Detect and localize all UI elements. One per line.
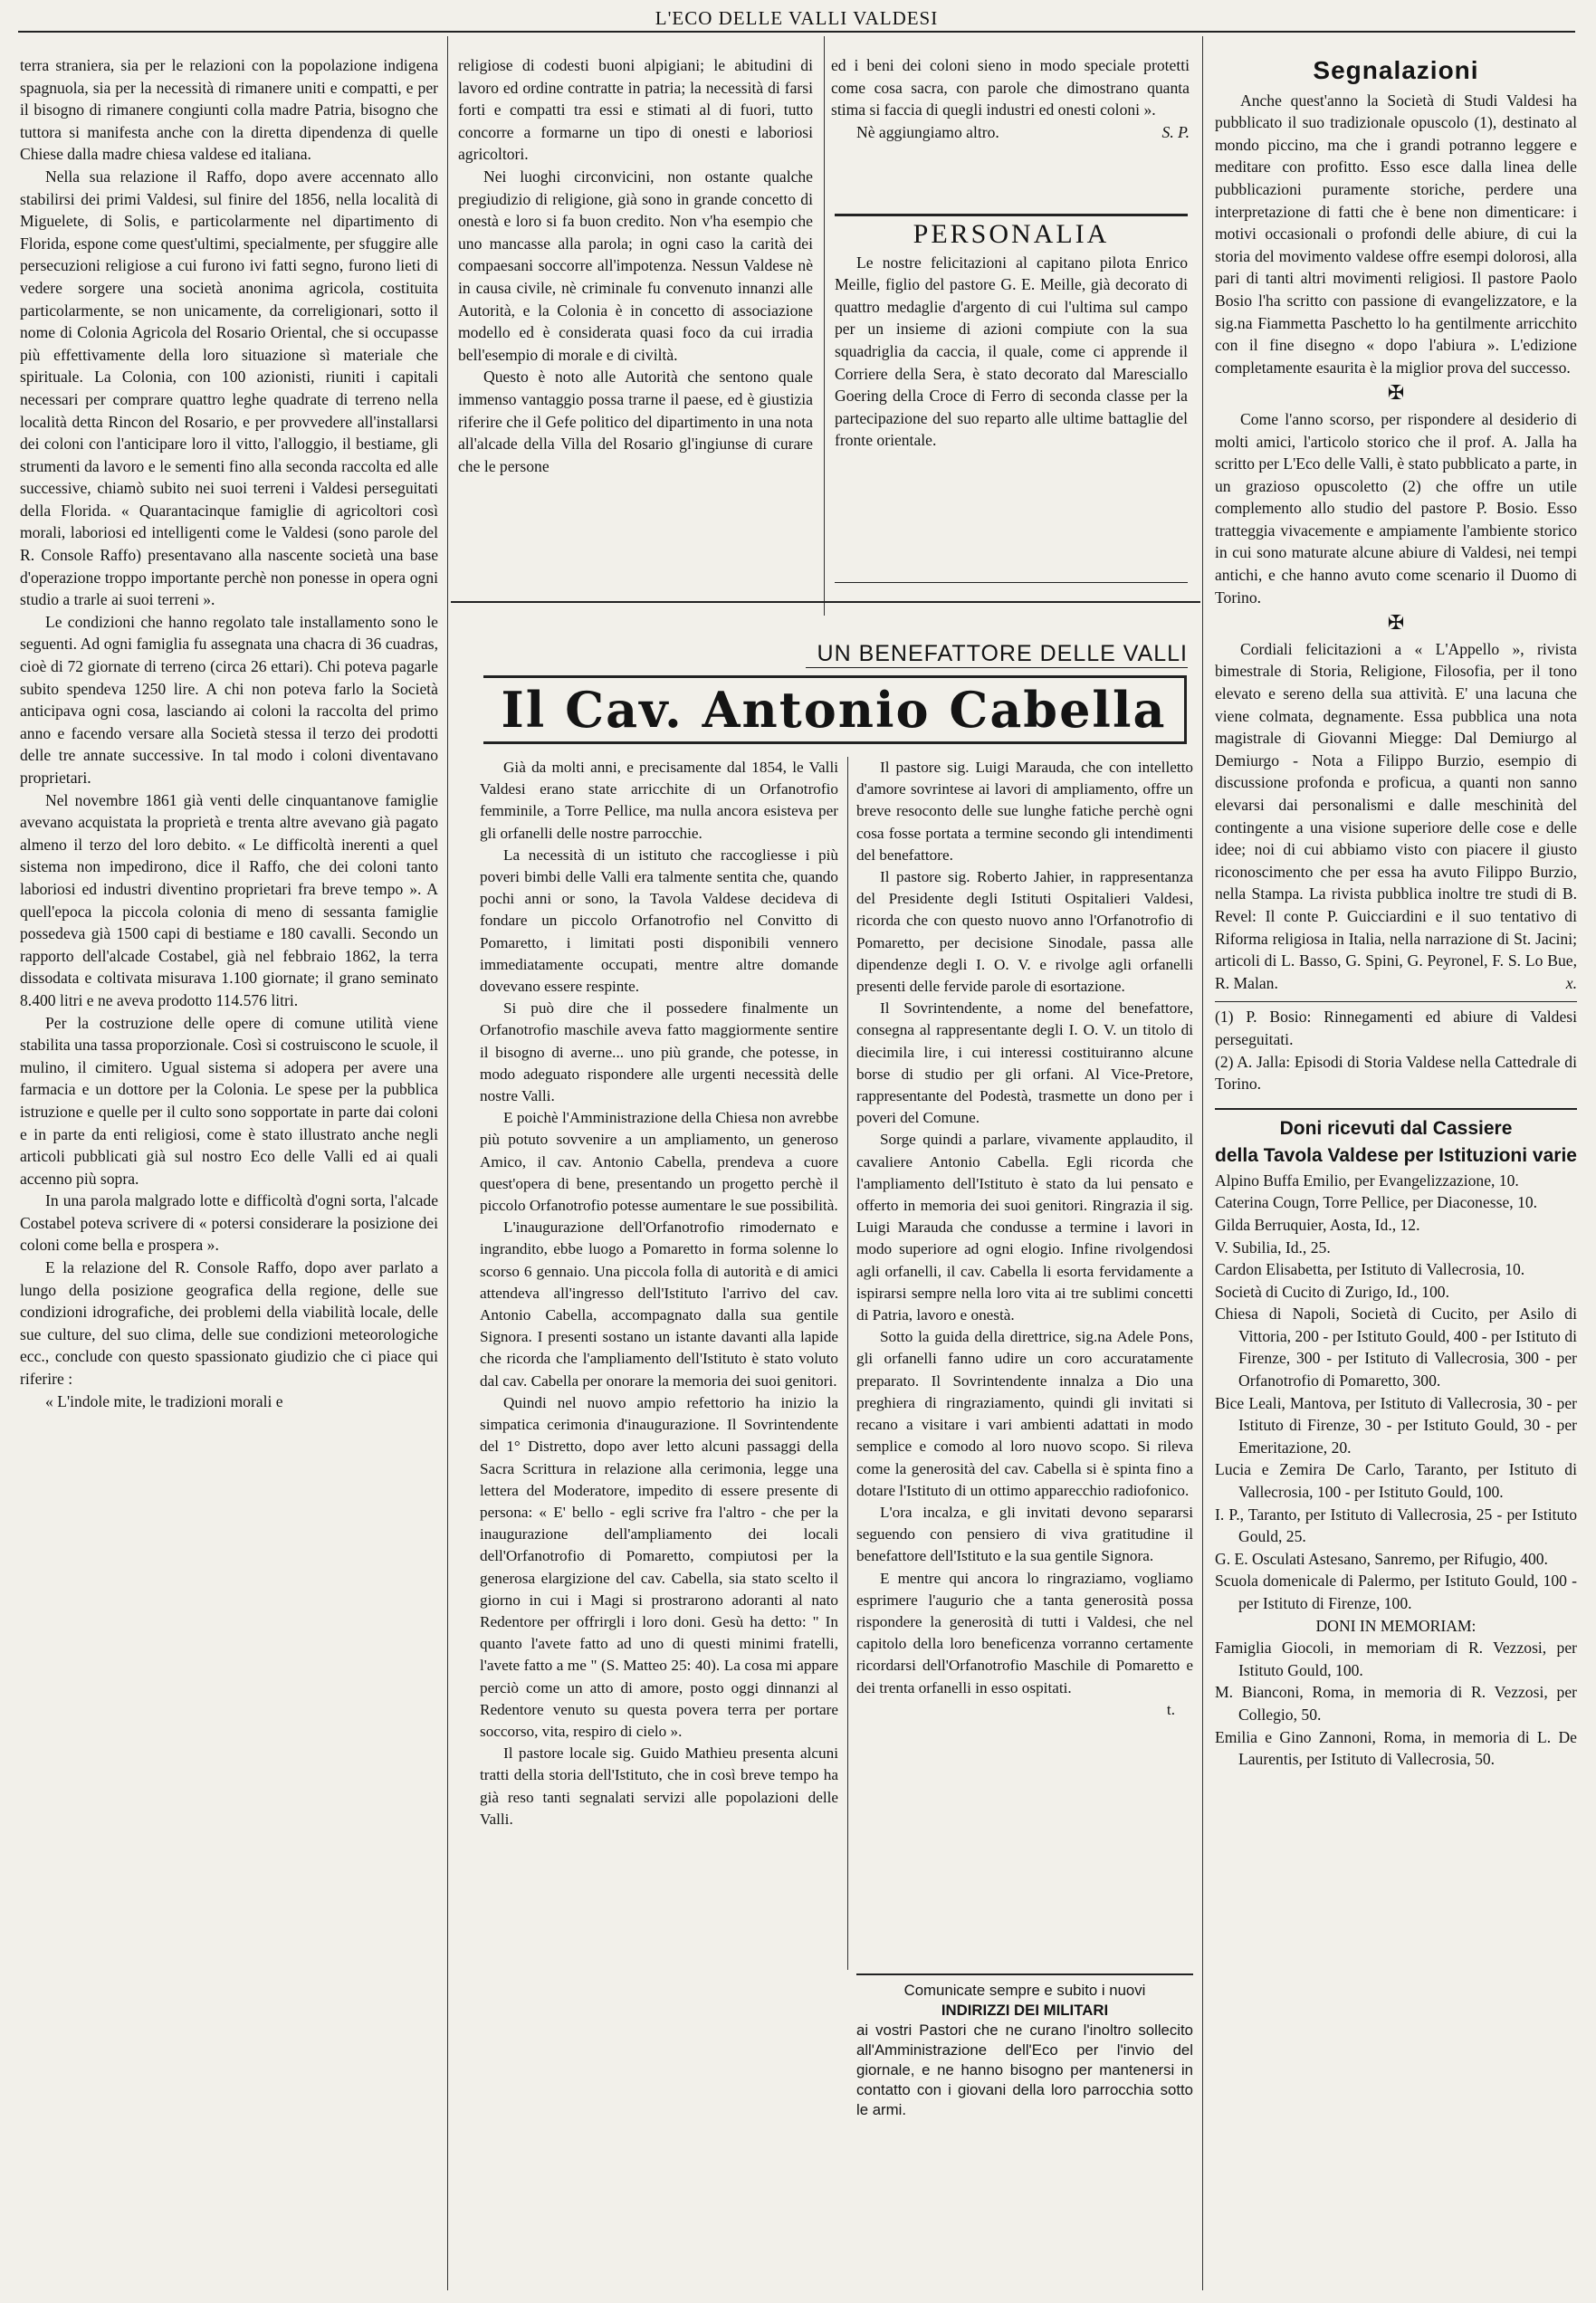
memoriam-item: M. Bianconi, Roma, in memoria di R. Vezzosi, per Collegio, 50.	[1215, 1683, 1577, 1724]
column-rule	[824, 36, 825, 616]
closing-text: Nè aggiungiamo altro.	[856, 122, 999, 141]
paragraph: ed i beni dei coloni sieno in modo speciale protetti come cosa sacra, con parole che dimostrano quanta stima si faccia di quegli industri ed onesti coloni ».	[831, 56, 1190, 119]
footnotes	[1215, 1001, 1577, 1094]
paragraph: Come l'anno scorso, per rispondere al desiderio di molti amici, l'articolo storico che il prof. A. Jalla ha scritto per L'Eco delle Valli, è stato pubblicato a parte, in un grazioso opuscoletto (2) che offre un utile complemento allo studio del pastore P. Bosio. Esso tratteggia vivacemente e ampiamente l'ambiente storico in cui sono maturate alcune abiure di Valdesi, nei tempi antichi, e che hanno avuto come scenario il Duomo di Torino.	[1215, 409, 1577, 607]
notice-heading: INDIRIZZI DEI MILITARI	[941, 2002, 1109, 2019]
paragraph: Nei luoghi circonvicini, non ostante qualche pregiudizio di religione, già sono in grande concetto di onestà e loro si fa buon credito. Non v'ha esempio che uno mancasse alla parola; in ogni caso la carità dei compaesani soccorre all'impotenza. Nessun Valdese nè in causa civile, nè criminale fu convenuto innanzi alle Autorità, e la Colonia è in concetto di associazione modello ed è considerata quasi foco da cui irradia bell'esempio di morale e di civiltà.	[458, 167, 813, 364]
doni-title-line: della Tavola Valdese per Istituzioni varie	[1215, 1144, 1577, 1166]
donation-item: Bice Leali, Mantova, per Istituto di Vallecrosia, 30 - per Istituto di Firenze, 30 - per Istituto Gould, 30 - per Emeritazione, 20.	[1215, 1393, 1577, 1457]
personalia-text: Le nostre felicitazioni al capitano pilota Enrico Meille, figlio del pastore G. E. Meille, già decorato di quattro medaglie d'argento di cui l'ultima sul campo per un insieme di azioni compiute con la sua squadriglia da caccia, il quale, come ci apprende il Corriere della Sera, è stato decorato dal Maresciallo Goering della Croce di Ferro di seconda classe per la partecipazione del suo reparto alle ultime battaglie del fronte orientale.	[835, 253, 1188, 450]
footnote: (1) P. Bosio: Rinnegamenti ed abiure di Valdesi perseguitati.	[1215, 1008, 1577, 1048]
doni-title-line: Doni ricevuti dal Cassiere	[1279, 1117, 1513, 1139]
donation-item: Gilda Berruquier, Aosta, Id., 12.	[1215, 1215, 1420, 1234]
article-headline: Il Cav. Antonio Cabella	[483, 675, 1187, 744]
column-rule	[1202, 36, 1203, 2290]
paragraph: La necessità di un istituto che raccogliesse i più poveri bimbi delle Valli era talmente sentita che, quando pochi anni or sono, la Tavola Valdese decideva di fondare un piccolo Orfanotrofio nel Convitto di Pomaretto, i limitati posti disponibili vennero immediatamente occupati, mentre altre domande dovevano essere respinte.	[480, 846, 838, 996]
masthead: L'ECO DELLE VALLI VALDESI	[18, 5, 1575, 33]
paragraph: In una parola malgrado lotte e difficoltà d'ogni sorta, l'alcade Costabel poteva scrivere di « potersi considerare la posizione dei coloni come bella e prospera ».	[20, 1191, 438, 1255]
paragraph: E poichè l'Amministrazione della Chiesa non avrebbe più potuto sovvenire a un ampliamento, un generoso Amico, il cav. Antonio Cabella, prendeva a cuore quest'opera di bene, presentando un progetto perchè il piccolo Orfanotrofio potesse aumentare le sue possibilità.	[480, 1109, 838, 1215]
paragraph: Sorge quindi a parlare, vivamente applaudito, il cavaliere Antonio Cabella. Egli ricorda che l'ampliamento dell'Istituto è stato da lui pensato e offerto in memoria dei suoi genitori. Ringrazia il sig. Luigi Marauda che condusse a termine i lavori in modo superiore ad ogni elogio. Infine rivolgendosi agli orfanelli, il cav. Cabella li esorta fervidamente a ispirarsi sempre nella loro vita ai tre sublimi concetti di Patria, lavoro e onestà.	[856, 1131, 1193, 1324]
paragraph: Le condizioni che hanno regolato tale installamento sono le seguenti. Ad ogni famiglia fu assegnata una chacra di 36 cuadras, cioè di 72 giornate di terreno (circa 26 ettari). Chi poteva pagarle subito spendeva 1250 lire. A chi non poteva farlo la Società anticipava ogni cosa, lasciando ai coloni la raccolta del primo anno e facendo versare alla Società stessa il terzo dei prodotti delle tre annate successive. In tal modo i coloni diventavano proprietari.	[20, 612, 438, 787]
paragraph-text: Cordiali felicitazioni a « L'Appello », rivista bimestrale di Storia, Religione, Filosofia, per il tono elevato e sereno della sua attività. E' una lacuna che viene colmata, degnamente. Essa pubblica una nota magistrale di Giovanni Miegge: Dal Demiurgo al Demiurgo - Nota a Filippo Burzio, esempio di discussione profonda e proficua, a quanti non sanno elevarsi dai personalismi e dalle meschinità del contingente a una visione superiore delle cose e delle idee; noi di cui abbiamo visto con piacere il giusto riconoscimento che per essa ha avuto Filippo Burzio, nella Stampa. La rivista pubblica inoltre tre studi di B. Revel: Il conte P. Guicciardini e il suo tentativo di Riforma religiosa in Italia, nella narrazione di St. Jacini; articoli di L. Basso, G. Spini, G. Peyronel, F. S. Lo Bue, R. Malan.	[1215, 639, 1577, 992]
donation-item: I. P., Taranto, per Istituto di Vallecrosia, 25 - per Istituto Gould, 25.	[1215, 1505, 1577, 1546]
paragraph: Per la costruzione delle opere di comune utilità viene stabilita una tassa proporzionale. Così si costruiscono le scuole, il mulino, il cimitero. Ugual sistema si adopera per avere una farmacia e un dottore per la Colonia. Le spese per la pubblica istruzione e quelle per il culto sono sopportate in parte dai coloni e in parte da enti religiosi, come è stato illustrato anche negli articoli pubblicati già sul nostro Eco delle Valli ed ai quali accenno più sopra.	[20, 1013, 438, 1188]
paragraph: Già da molti anni, e precisamente dal 1854, le Valli Valdesi erano state arricchite di un Orfanotrofio femminile, a Torre Pellice, ma nulla ancora esisteva per gli orfanelli delle nostre parrocchie.	[480, 759, 838, 842]
article-signature: t.	[1166, 1700, 1175, 1718]
article-column-right	[856, 757, 1193, 1961]
donation-item: V. Subilia, Id., 25.	[1215, 1238, 1331, 1257]
cross-separator-icon: ✠	[1387, 381, 1405, 405]
paragraph: Questo è noto alle Autorità che sentono quale immenso vantaggio possa trarne il paese, ed è giustizia riferire che il Gefe politico del dipartimento in una nota all'alcade della Villa del Rosario gl'ingiunse di curare che le persone	[458, 368, 813, 475]
notice-intro: Comunicate sempre e subito i nuovi	[903, 1982, 1146, 1999]
donation-item: Caterina Cougn, Torre Pellice, per Diaconesse, 10.	[1215, 1193, 1538, 1212]
paragraph: Quindi nel nuovo ampio refettorio ha inizio la simpatica cerimonia d'inaugurazione. Il Sovrintendente del 1° Distretto, dopo aver letto alcuni passaggi della Sacra Scrittura in relazione alla cerimonia, legge una lettera del Moderatore, impedito di essere presente di persona: « E' bello - egli scrive fra l'altro - che per la inaugurazione dell'ampliamento dei locali dell'Orfanotrofio di Pomaretto, compiutosi per la generosa elargizione del cav. Cabella, sia stato scelto il giorno in cui i Magi si prostrarono adoranti al nato Redentore per offrirgli i loro doni. Gesù ha detto: " In quanto l'avete fatto ad uno di questi minimi fratelli, l'avete fatto a me " (S. Matteo 25: 40). La cosa mi appare perciò come un atto di amore, posto oggi dinnanzi al Redentore venuto su questa povera terra per portare soccorso, vita, respiro di cielo ».	[480, 1393, 838, 1740]
paragraph: E mentre qui ancora lo ringraziamo, vogliamo esprimere l'augurio che a tanta generosità possa rispondere la generosità di tutti i Valdesi, che nel capitolo della loro beneficenza vorranno certamente ricordarsi dell'Orfanotrofio Maschile di Pomaretto e dei trenta orfanelli in esso ospitati.	[856, 1569, 1193, 1696]
paragraph	[831, 121, 1190, 144]
doni-title	[1215, 1108, 1577, 1170]
segnalazioni-title: Segnalazioni	[1313, 56, 1479, 84]
cross-separator-icon: ✠	[1387, 611, 1405, 635]
paragraph: Sotto la guida della direttrice, sig.na Adele Pons, gli orfanelli fanno udire un coro accuratamente preparato. Il Sovrintendente innalza a Dio una preghiera di ringraziamento, quindi gli invitati si recano a visitare i vari ambienti adattati in modo semplice e comodo al loro nuovo scopo. Si rileva come la generosità del cav. Cabella si è spinta fino a dotare l'Istituto di un ottimo apparecchio radiofonico.	[856, 1328, 1193, 1499]
article-continuation-column	[20, 54, 438, 2281]
donation-item: G. E. Osculati Astesano, Sanremo, per Rifugio, 400.	[1215, 1549, 1548, 1568]
segnalazioni-column	[1215, 54, 1577, 2281]
donation-item: Cardon Elisabetta, per Istituto di Vallecrosia, 10.	[1215, 1260, 1525, 1279]
paragraph: L'inaugurazione dell'Orfanotrofio rimodernato e ingrandito, ebbe luogo a Pomaretto in forma solenne lo scorso 6 gennaio. Una piccola folla di autorità e di amici attendeva all'ingresso dell'Istituto l'arrivo del cav. Antonio Cabella, accompagnato dalla sua gentile Signora. I presenti sostano un istante davanti alla lapide che ricorda che l'ampliamento dell'Istituto è stato voluto dal cav. Cabella per onorare la memoria dei suoi genitori.	[480, 1218, 838, 1390]
donation-item: Scuola domenicale di Palermo, per Istituto Gould, 100 - per Istituto di Firenze, 100.	[1215, 1572, 1577, 1612]
military-addresses-notice	[856, 1973, 1193, 2220]
paragraph: L'ora incalza, e gli invitati devono separarsi seguendo con pensiero di viva gratitudine il benefattore dell'Istituto e la sua gentile Signora.	[856, 1503, 1193, 1565]
paragraph: terra straniera, sia per le relazioni con la popolazione indigena spagnuola, sia per la necessità di rimanere uniti e compatti, e per il bisogno di rimanere congiunti colla madre Patria, bisogno che tuttora si manifesta anche con la diretta dipendenza di quelle Chiese dalla madre chiesa valdese ed italiana.	[20, 56, 438, 164]
donation-item: Lucia e Zemira De Carlo, Taranto, per Istituto di Vallecrosia, 100 - per Istituto Gould, 100.	[1215, 1460, 1577, 1502]
personalia-title: PERSONALIA	[913, 219, 1110, 249]
article-continuation-column-2	[458, 54, 813, 614]
donation-item: Alpino Buffa Emilio, per Evangelizzazione, 10.	[1215, 1171, 1519, 1190]
article-kicker: UN BENEFATTORE DELLE VALLI	[806, 641, 1188, 668]
donation-item: Chiesa di Napoli, Società di Cucito, per Asilo di Vittoria, 200 - per Istituto Gould, 400 - per Istituto di Firenze, 300 - per Istituto di Vallecrosia, 300 - per Orfanotrofio di Pomaretto, 300.	[1215, 1304, 1577, 1390]
paragraph	[1215, 638, 1577, 995]
memoriam-item: Emilia e Gino Zannoni, Roma, in memoria di L. De Laurentis, per Istituto di Vallecrosia, 50.	[1215, 1727, 1577, 1769]
article-column-left	[480, 757, 838, 2241]
footnote: (2) A. Jalla: Episodi di Storia Valdese nella Cattedrale di Torino.	[1215, 1052, 1577, 1094]
author-signature: x.	[1565, 973, 1577, 992]
paragraph: Il pastore sig. Roberto Jahier, in rappresentanza del Presidente degli Istituti Ospitalieri Valdesi, ricorda che con questo nuovo anno l'Orfanotrofio di Pomaretto, per decisione Sinodale, passa alle dipendenze degli I. O. V. e rivolge agli orfanelli presenti delle fervide parole di esortazione.	[856, 868, 1193, 996]
article-continuation-column-3	[831, 54, 1190, 208]
paragraph: Nel novembre 1861 già venti delle cinquantanove famiglie avevano acquistata la proprietà e trenta altre avevano già pagato almeno il terzo del loro debito. « Le difficoltà inerenti a quel sistema non impedirono, dice il Raffo, che dei coloni tanto laboriosi ed industri diventino proprietari fra breve tempo ». A quell'epoca la piccola colonia di meno di sessanta famiglie possedeva già 1500 capi di bestiame e 180 cavalli. Secondo un rapporto dell'alcade Costabel, già nel febbraio 1862, la terra dissodata e coltivata misurava 1.100 giornate; il grano seminato 8.400 litri e ne aveva prodotto 114.576 litri.	[20, 790, 438, 1009]
author-signature: S. P.	[1161, 122, 1190, 141]
memoriam-title: DONI IN MEMORIAM:	[1315, 1616, 1477, 1635]
paragraph: Si può dire che il possedere finalmente un Orfanotrofio maschile aveva fatto maggiormente sentire il bisogno di averne... uno più grande, che potesse, in modo adeguato rispondere alle urgenti necessità delle nostre Valli.	[480, 999, 838, 1105]
paragraph: Il Sovrintendente, a nome del benefattore, consegna al rappresentante degli I. O. V. un titolo di diecimila lire, i cui interessi costituiranno alcune borse di studio per gli orfani. Al Vice-Pretore, rappresentante del Podestà, trasmette un dono per i poveri del Comune.	[856, 999, 1193, 1127]
paragraph: religiose di codesti buoni alpigiani; le abitudini di lavoro ed ordine contratte in patria; la necessità di farsi forti e compatti tra essi e stimati al di fuori, tutto concorre a formarne un tipo di onesti e laboriosi agricoltori.	[458, 56, 813, 164]
paragraph: Il pastore sig. Luigi Marauda, che con intelletto d'amore sovrintese ai lavori di ampliamento, offre un breve resoconto delle sue lunghe fatiche perchè ogni cosa fosse portata a termine secondo gli intendimenti del benefattore.	[856, 759, 1193, 864]
column-rule	[447, 36, 448, 2290]
paragraph: Nella sua relazione il Raffo, dopo avere accennato allo stabilirsi dei primi Valdesi, sul finire del 1856, nella località di Miguelete, di Solis, e particolarmente nel dipartimento di Florida, espone come quest'ultimi, specialmente, per sfuggire alle persecuzioni religiose a cui furono ivi fatti segno, furono lieti di vedere sorgere una società anonima agricola, costituita particolarmente, se non unicamente, da correligionari, sotto il nome di Colonia Agricola del Rosario Oriental, che si occupasse più effettivamente della loro situazione sì materiale che spirituale. La Colonia, con 100 azionisti, riuniti i capitali necessari per comprare quattro leghe quadrate di terreno nella località detta Rincon del Rosario, e per provvedere all'installarsi dei coloni con l'anticipare loro il vitto, l'alloggio, il bestiame, gli strumenti da lavoro e le sementi fino alla seconda raccolta ed alle successive, chiamò subito nei suoi terreni i Valdesi perseguitati della Florida. « Quarantacinque famiglie di agricoltori così morali, laboriosi ed intelligenti come le Valdesi (sono parole del R. Console Raffo) presentavano alla nascente società una base d'operazione troppo importante perchè non ponesse in opera ogni studio a trarle ai suoi terreni ».	[20, 167, 438, 609]
paragraph: E la relazione del R. Console Raffo, dopo aver parlato a lungo della posizione geografica della regione, delle sue condizioni idrografiche, dei problemi della viabilità locale, delle sue culture, del suo clima, delle sue condizioni meteorologiche ecc., conclude con questo spassionato giudizio che ci piace qui riferire :	[20, 1258, 438, 1389]
donation-item: Società di Cucito di Zurigo, Id., 100.	[1215, 1282, 1449, 1301]
paragraph: Il pastore locale sig. Guido Mathieu presenta alcuni tratti della storia dell'Istituto, che in così breve tempo ha già reso tanti segnalati servizi alle popolazioni delle Valli.	[480, 1744, 838, 1828]
notice-body: ai vostri Pastori che ne curano l'inoltro sollecito all'Amministrazione dell'Eco per l'invio del giornale, e ne hanno bisogno per mantenersi in contatto con i giovani della loro parrocchia sotto le armi.	[856, 2021, 1193, 2118]
paragraph: Anche quest'anno la Società di Studi Valdesi ha pubblicato il suo tradizionale opuscolo (1), destinato al mondo piccino, ma che i grandi potranno leggere e meditare con profitto. Esso esce dalla linea delle pubblicazioni puramente storiche, perdere una interpretazione di fatti che è bene non dimenticare: i motivi occasionali o profondi delle abiure, di cui la storia del movimento valdese offre esempi dolorosi, alla pari di tanti altri movimenti religiosi. Il pastore Paolo Bosio l'ha scritto con passione di evangelizzatore, e la sig.na Fiammetta Paschetto lo ha gentilmente arricchito con il fine disegno « dopo l'abiura ». L'edizione completamente esaurita è la miglior prova del successo.	[1215, 91, 1577, 377]
personalia-box	[835, 214, 1188, 583]
column-rule	[847, 757, 848, 1970]
memoriam-item: Famiglia Giocoli, in memoriam di R. Vezzosi, per Istituto Gould, 100.	[1215, 1639, 1577, 1679]
paragraph: « L'indole mite, le tradizioni morali e	[45, 1391, 283, 1410]
